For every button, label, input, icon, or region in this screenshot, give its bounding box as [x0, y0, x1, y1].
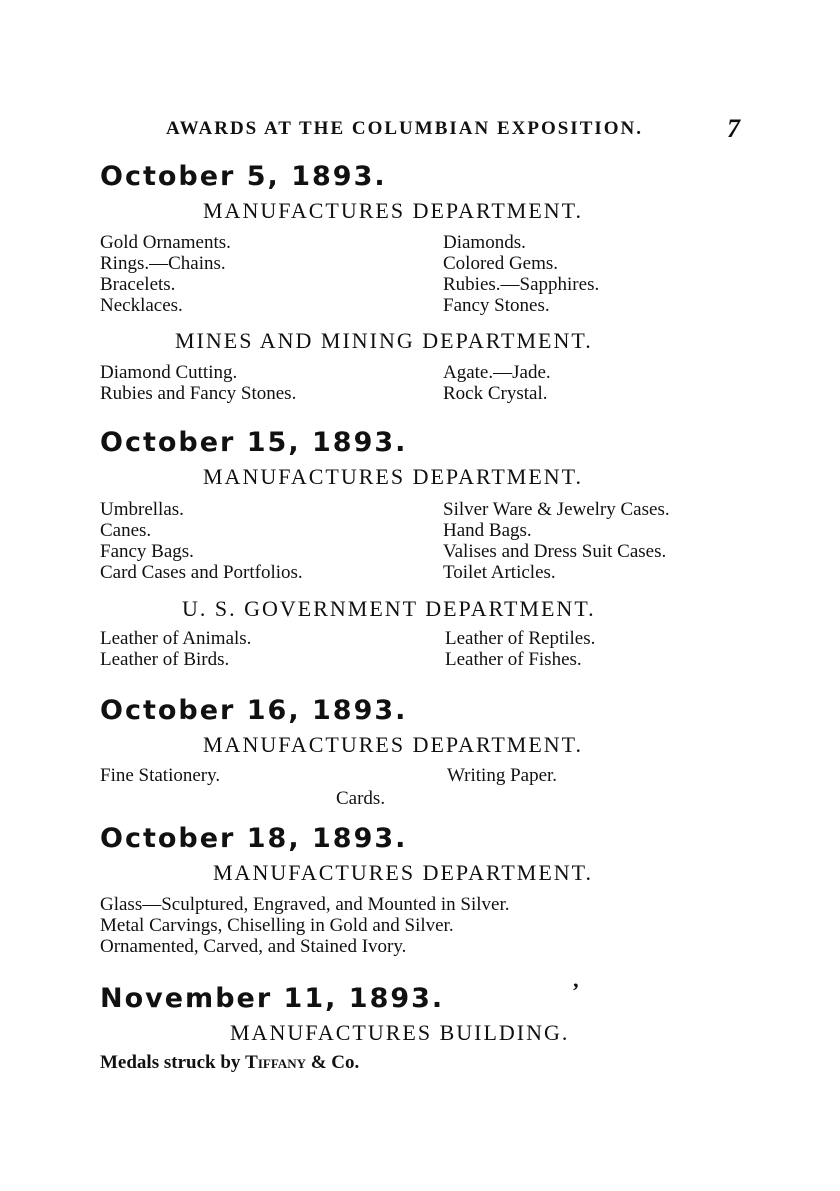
award-item: Rock Crystal. — [443, 383, 548, 404]
award-line: Ornamented, Carved, and Stained Ivory. — [100, 936, 407, 957]
award-list-left — [100, 362, 296, 404]
award-item: Writing Paper. — [447, 765, 558, 786]
award-lines — [100, 894, 510, 957]
department-title: MANUFACTURES DEPARTMENT. — [213, 860, 593, 885]
award-list-right — [447, 765, 557, 786]
department-title: U. S. GOVERNMENT DEPARTMENT. — [182, 596, 596, 621]
department-title: MANUFACTURES DEPARTMENT. — [203, 198, 583, 223]
award-item: Fancy Stones. — [443, 295, 550, 316]
award-item: Colored Gems. — [443, 253, 559, 274]
award-list-left — [100, 232, 231, 316]
printer-blot: ’ — [572, 978, 580, 1003]
award-item: Gold Ornaments. — [100, 232, 231, 253]
award-list-left — [100, 765, 220, 786]
award-list-right — [445, 628, 595, 670]
medals-prefix: Medals struck by — [100, 1052, 246, 1073]
award-line: Glass—Sculptured, Engraved, and Mounted in Silver. — [100, 894, 510, 915]
award-item: Card Cases and Portfolios. — [100, 562, 303, 583]
award-item: Valises and Dress Suit Cases. — [443, 541, 667, 562]
medals-suffix: & Co. — [305, 1052, 360, 1073]
running-head — [160, 116, 740, 142]
award-item: Diamonds. — [443, 232, 526, 253]
award-item: Rings.—Chains. — [100, 253, 226, 274]
award-item-centered: Cards. — [336, 788, 386, 809]
section-date: October 15, 1893. — [100, 427, 408, 458]
award-item: Necklaces. — [100, 295, 183, 316]
medals-maker: Tiffany — [245, 1052, 306, 1073]
award-item: Hand Bags. — [443, 520, 532, 541]
section-date: November 11, 1893. — [100, 983, 445, 1014]
award-item: Bracelets. — [100, 274, 176, 295]
award-item: Fancy Bags. — [100, 541, 194, 562]
section-date: October 16, 1893. — [100, 695, 408, 726]
department-title: MANUFACTURES BUILDING. — [230, 1020, 570, 1045]
medals-line — [100, 1052, 359, 1073]
award-item: Leather of Birds. — [100, 649, 230, 670]
award-item: Diamond Cutting. — [100, 362, 238, 383]
award-line: Metal Carvings, Chiselling in Gold and Silver. — [100, 915, 454, 936]
award-list-left — [100, 499, 303, 583]
award-list-right — [443, 499, 670, 583]
award-item: Canes. — [100, 520, 152, 541]
department-title: MINES AND MINING DEPARTMENT. — [175, 328, 593, 353]
award-list-right — [443, 362, 551, 404]
award-item: Leather of Reptiles. — [445, 628, 596, 649]
award-item: Toilet Articles. — [443, 562, 556, 583]
department-title: MANUFACTURES DEPARTMENT. — [203, 732, 583, 757]
award-item: Leather of Fishes. — [445, 649, 582, 670]
award-list-right — [443, 232, 599, 316]
award-item: Rubies and Fancy Stones. — [100, 383, 297, 404]
section-date: October 18, 1893. — [100, 823, 408, 854]
award-item: Silver Ware & Jewelry Cases. — [443, 499, 670, 520]
running-title: AWARDS AT THE COLUMBIAN EXPOSITION. — [166, 118, 644, 139]
page-number: 7 — [727, 114, 740, 143]
award-item: Rubies.—Sapphires. — [443, 274, 600, 295]
award-item: Umbrellas. — [100, 499, 184, 520]
award-list-left — [100, 628, 251, 670]
award-item: Leather of Animals. — [100, 628, 252, 649]
award-item: Fine Stationery. — [100, 765, 221, 786]
award-item: Agate.—Jade. — [443, 362, 551, 383]
section-date: October 5, 1893. — [100, 161, 387, 192]
department-title: MANUFACTURES DEPARTMENT. — [203, 464, 583, 489]
